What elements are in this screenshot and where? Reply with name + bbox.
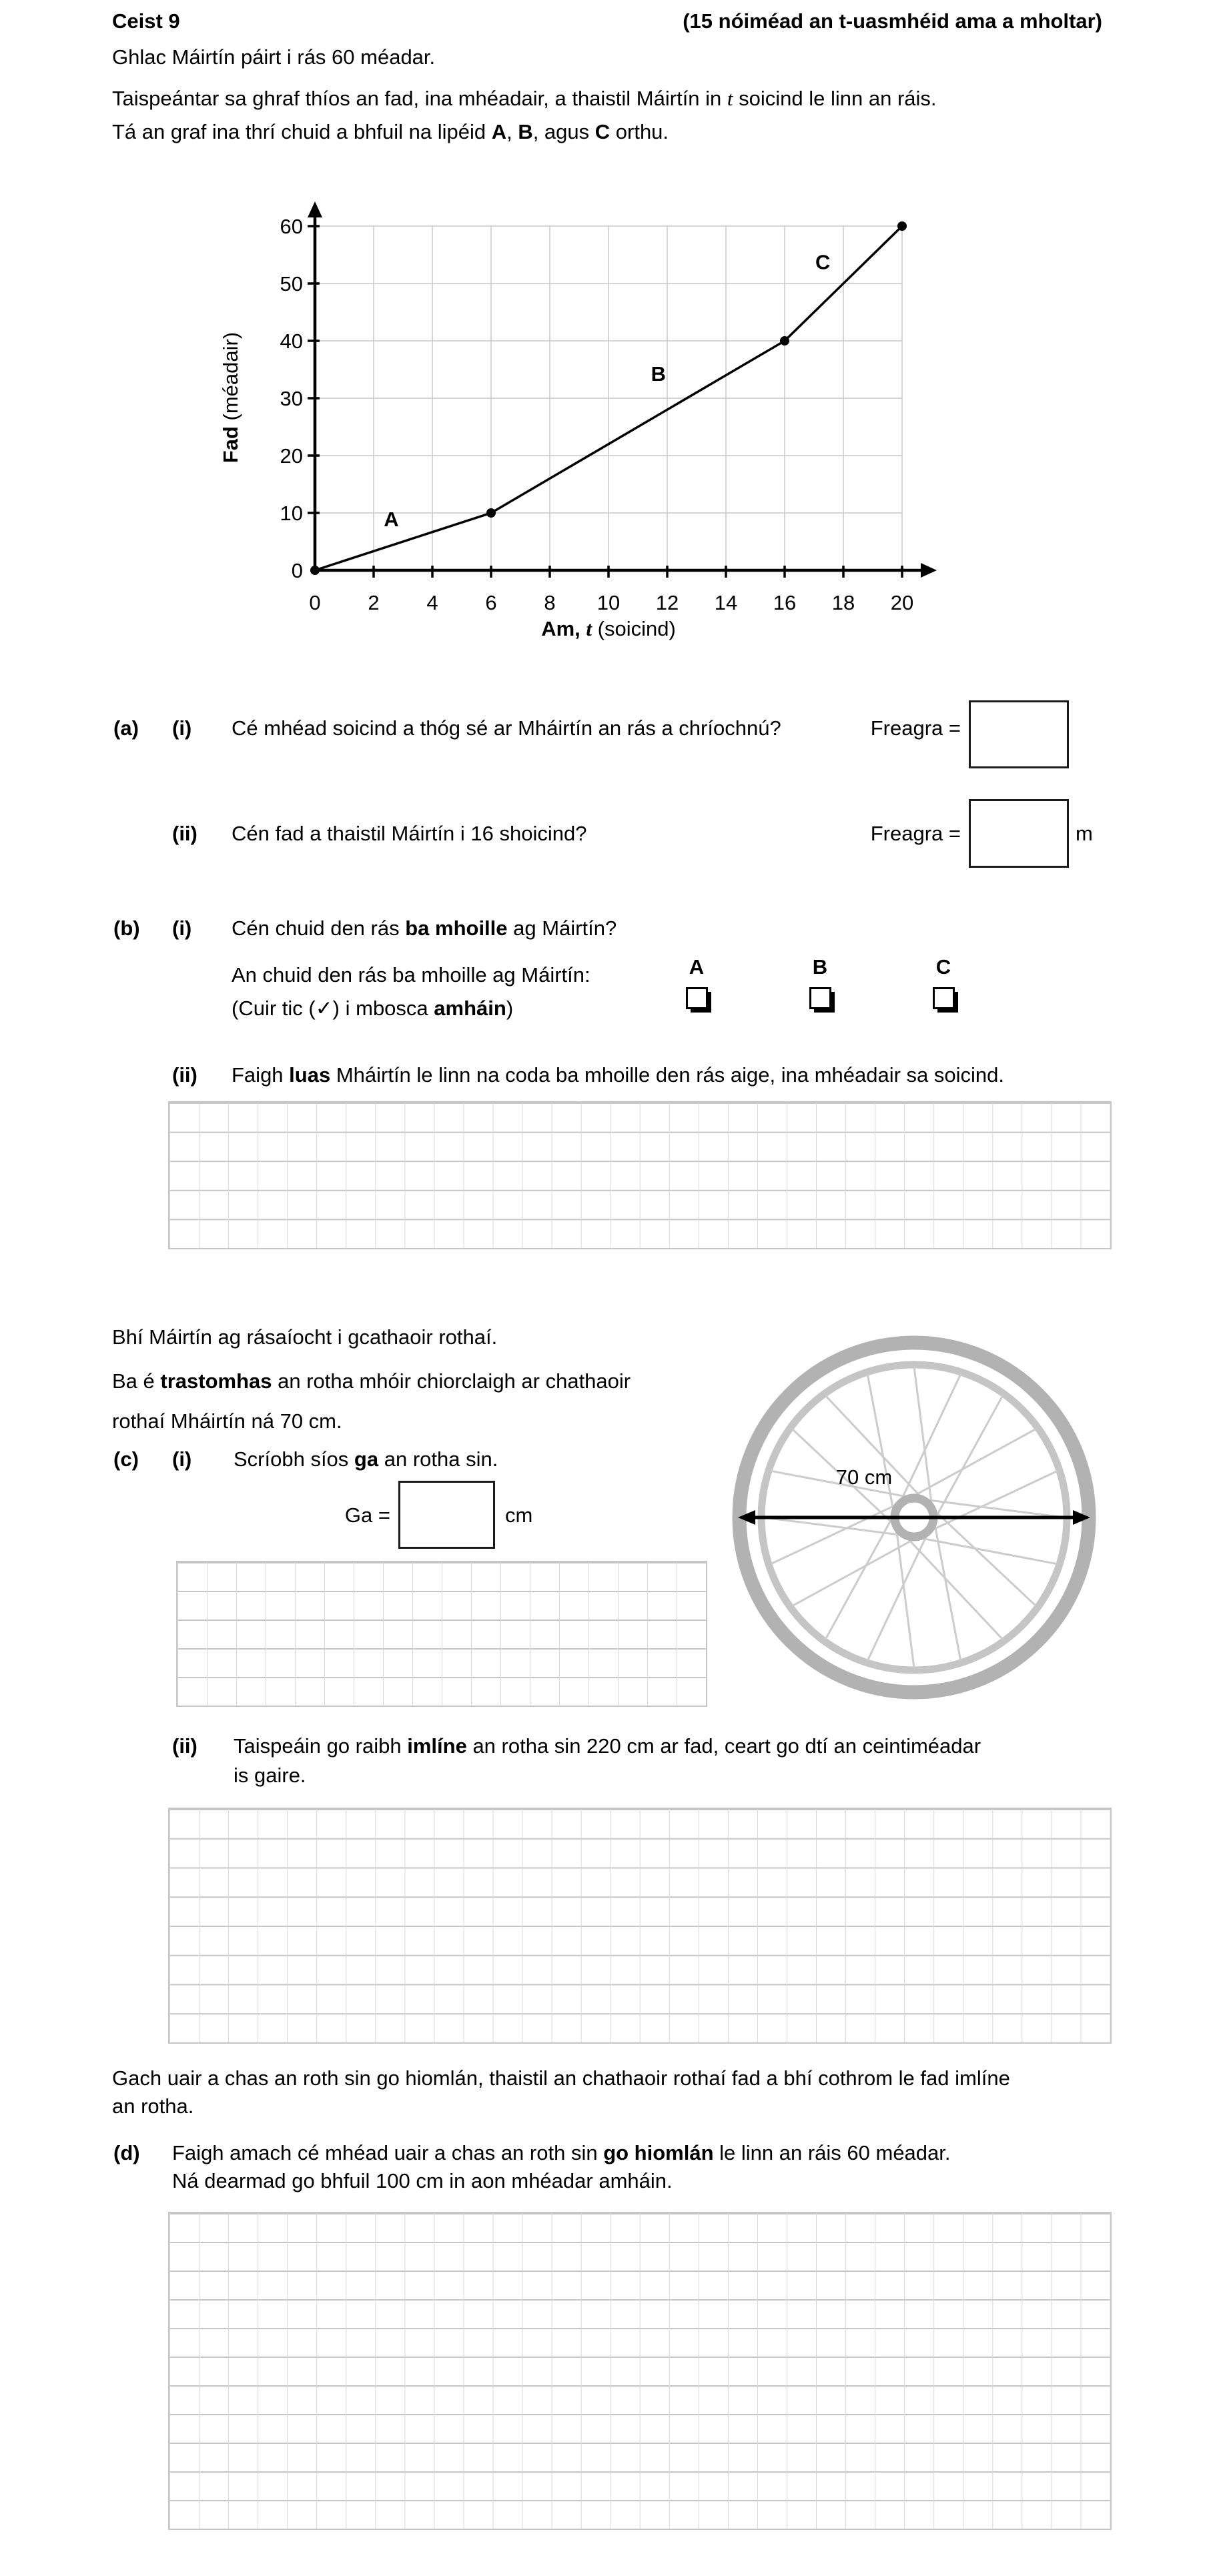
y-tick-label: 30 [280,387,303,410]
x-tick-label: 10 [596,591,621,614]
diameter-label: 70 cm [835,1465,893,1489]
wheel-line-3: rothaí Mháirtín ná 70 cm. [112,1409,342,1433]
part-b-i-label: (i) [172,916,192,940]
segment-label-B: B [651,362,666,386]
wheel-diagram [721,1324,1108,1711]
y-tick-label: 60 [280,215,303,238]
wheel-line-1: Bhí Máirtín ag rásaíocht i gcathaoir rothaí. [112,1325,498,1349]
part-c-i-label: (i) [172,1447,192,1471]
data-point [897,221,907,231]
option-label-a: A [689,955,705,979]
segment-label-C: C [815,250,831,274]
part-a-ii-question: Cén fad a thaistil Máirtín i 16 shoicind? [232,822,587,845]
working-grid-d[interactable] [168,2212,1112,2530]
checkbox-option-b[interactable] [809,987,831,1009]
x-tick-label: 0 [309,591,321,614]
option-label-b: B [812,955,828,979]
data-point [310,566,320,575]
checkbox-option-a[interactable] [686,987,708,1009]
part-d-question-line2: Ná dearmad go bhfuil 100 cm in aon mhéadar amháin. [172,2169,673,2192]
x-tick-label: 20 [890,591,914,614]
y-tick-label: 50 [280,272,303,295]
part-b-i-prompt: An chuid den rás ba mhoille ag Máirtín: [232,963,590,987]
part-a-i-question: Cé mhéad soicind a thóg sé ar Mháirtín an rás a chríochnú? [232,716,781,740]
part-c-label: (c) [113,1447,139,1471]
checkbox-option-c[interactable] [933,987,955,1009]
answer-label-a-i: Freagra = [870,716,961,740]
intro-line-3: Tá an graf ina thrí chuid a bhfuil na lipéid A, B, agus C orthu. [112,120,669,143]
part-a-label: (a) [113,716,139,740]
time-note: (15 nóiméad an t-uasmhéid ama a mholtar) [683,9,1102,33]
part-a-ii-label: (ii) [172,822,197,845]
x-tick-label: 14 [714,591,738,614]
wheel-line-2: Ba é trastomhas an rotha mhóir chiorclaigh ar chathaoir [112,1369,631,1393]
part-b-ii-question: Faigh luas Mháirtín le linn na coda ba mhoille den rás aige, ina mhéadair sa soicind. [232,1063,1005,1087]
part-b-i-question: Cén chuid den rás ba mhoille ag Máirtín? [232,916,617,940]
part-d-label: (d) [113,2141,140,2164]
part-c-ii-label: (ii) [172,1734,197,1758]
x-tick-label: 4 [426,591,438,614]
y-tick-label: 0 [291,559,303,582]
answer-label-c-i: Ga = [344,1503,390,1527]
time-variable: t [727,87,733,110]
x-axis-title: Am, t (soicind) [541,617,676,640]
x-tick-label: 6 [485,591,497,614]
answer-label-a-ii: Freagra = [870,822,961,845]
option-label-c: C [935,955,951,979]
answer-box-a-ii[interactable] [969,799,1069,868]
data-point [486,508,496,518]
closing-line-1: Gach uair a chas an roth sin go hiomlán, thaistil an chathaoir rothaí fad a bhí cothrom le fad imlíne [112,2066,1010,2090]
y-tick-label: 20 [280,444,303,468]
y-axis-arrow [308,201,322,217]
answer-box-c-i[interactable] [398,1481,495,1549]
x-tick-label: 8 [544,591,556,614]
working-grid-b[interactable] [168,1101,1112,1249]
unit-c-i: cm [505,1503,533,1527]
part-d-question: Faigh amach cé mhéad uair a chas an roth sin go hiomlán le linn an ráis 60 méadar. [172,2141,951,2164]
x-tick-label: 2 [368,591,380,614]
question-number: Ceist 9 [112,9,180,33]
working-grid-c-i[interactable] [176,1561,707,1707]
part-a-i-label: (i) [172,716,192,740]
x-axis-arrow [921,563,937,578]
answer-box-a-i[interactable] [969,700,1069,768]
part-c-ii-question-line2: is gaire. [234,1764,306,1787]
unit-a-ii: m [1076,822,1093,845]
y-tick-label: 10 [280,502,303,525]
working-grid-c-ii[interactable] [168,1808,1112,2044]
segment-label-A: A [384,507,399,531]
part-c-i-question: Scríobh síos ga an rotha sin. [234,1447,498,1471]
intro-line-2: Taispeántar sa ghraf thíos an fad, ina mhéadair, a thaistil Máirtín in t soicind le linn an ráis. [112,87,937,110]
intro-line-1: Ghlac Máirtín páirt i rás 60 méadar. [112,45,436,69]
y-axis-title: Fad (méadair) [219,332,242,464]
part-b-ii-label: (ii) [172,1063,197,1087]
closing-line-2: an rotha. [112,2094,194,2118]
part-b-i-tick-note: (Cuir tic (✓) i mbosca amháin) [232,997,514,1020]
data-point [780,336,789,346]
part-c-ii-question: Taispeáin go raibh imlíne an rotha sin 220 cm ar fad, ceart go dtí an ceintiméadar [234,1734,981,1758]
distance-time-chart [200,193,974,660]
part-b-label: (b) [113,916,140,940]
y-tick-label: 40 [280,330,303,353]
x-tick-label: 12 [655,591,679,614]
x-tick-label: 18 [831,591,855,614]
x-tick-label: 16 [773,591,797,614]
